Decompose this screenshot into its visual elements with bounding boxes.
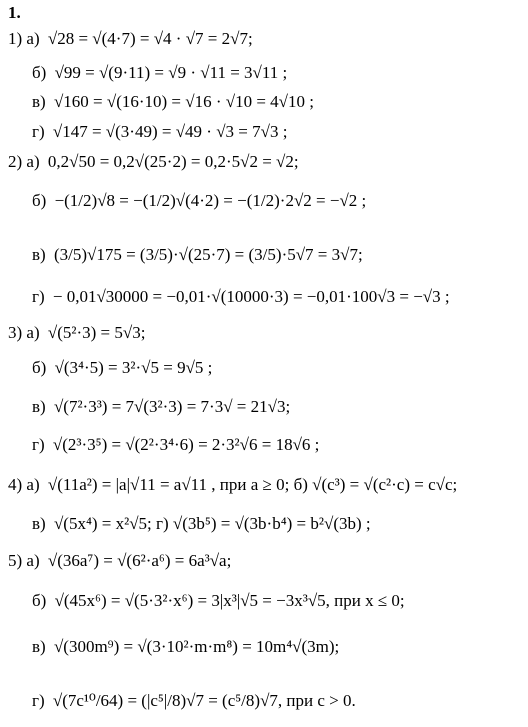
equation: − 0,01√30000 = −0,01·√(10000·3) = −0,01·100√3 = −√3 ; [52, 287, 450, 306]
item-label: б) [32, 191, 47, 210]
equation: √(2³·3⁵) = √(2²·3⁴·6) = 2·3²√6 = 18√6 ; [52, 435, 320, 454]
group-2-line-a [8, 151, 299, 173]
equation: √(3⁴·5) = 3²·√5 = 9√5 ; [54, 358, 213, 377]
item-label: б) [32, 358, 47, 377]
item-label: а) [26, 475, 40, 494]
group-1-line-c [32, 91, 314, 113]
group-4-line-a [8, 474, 457, 496]
equation: √(7c¹⁰/64) = (|c⁵|/8)√7 = (c⁵/8)√7, при c > 0. [52, 691, 356, 710]
group-number: 1) [8, 29, 23, 48]
equation: 0,2√50 = 0,2√(25·2) = 0,2·5√2 = √2; [47, 152, 299, 171]
group-5-line-d [32, 690, 356, 712]
group-number: 4) [8, 475, 23, 494]
group-5-line-a [8, 550, 231, 572]
item-label: б) [32, 63, 47, 82]
group-4-line-b [32, 513, 371, 535]
equation: √(5x⁴) = x²√5; г) √(3b⁵) = √(3b·b⁴) = b²√(3b) ; [53, 514, 371, 533]
equation: √(11a²) = |a|√11 = a√11 , при a ≥ 0; б) √(c³) = √(c²·c) = c√c; [47, 475, 458, 494]
item-label: г) [32, 122, 45, 141]
item-label: а) [26, 323, 40, 342]
equation: √(7²·3³) = 7√(3²·3) = 7·3√ = 21√3; [53, 397, 291, 416]
item-label: в) [32, 92, 46, 111]
item-label: в) [32, 397, 46, 416]
group-2-line-b [32, 190, 366, 212]
group-number: 2) [8, 152, 23, 171]
group-1-line-b [32, 62, 287, 84]
group-1-line-a [8, 28, 253, 50]
item-label: в) [32, 245, 46, 264]
equation: √99 = √(9·11) = √9 · √11 = 3√11 ; [54, 63, 288, 82]
group-2-line-c [32, 244, 363, 266]
group-3-line-a [8, 322, 145, 344]
item-label: б) [32, 591, 47, 610]
item-label: в) [32, 514, 46, 533]
item-label: а) [26, 551, 40, 570]
group-number: 5) [8, 551, 23, 570]
item-label: г) [32, 691, 45, 710]
equation: √(5²·3) = 5√3; [47, 323, 146, 342]
group-3-line-b [32, 357, 212, 379]
equation: √(36a⁷) = √(6²·a⁶) = 6a³√a; [47, 551, 232, 570]
group-3-line-d [32, 434, 319, 456]
equation: √(300m⁹) = √(3·10²·m·m⁸) = 10m⁴√(3m); [53, 637, 340, 656]
equation: √28 = √(4·7) = √4 · √7 = 2√7; [47, 29, 253, 48]
item-label: в) [32, 637, 46, 656]
equation: (3/5)√175 = (3/5)·√(25·7) = (3/5)·5√7 = 3√7; [53, 245, 363, 264]
group-5-line-c [32, 636, 339, 658]
equation: √147 = √(3·49) = √49 · √3 = 7√3 ; [52, 122, 288, 141]
exercise-number: 1. [8, 3, 21, 22]
group-5-line-b [32, 590, 405, 612]
item-label: а) [26, 29, 40, 48]
item-label: г) [32, 287, 45, 306]
group-3-line-c [32, 396, 290, 418]
item-label: а) [26, 152, 40, 171]
item-label: г) [32, 435, 45, 454]
group-2-line-d [32, 286, 450, 308]
equation: −(1/2)√8 = −(1/2)√(4·2) = −(1/2)·2√2 = −√2 ; [54, 191, 367, 210]
group-number: 3) [8, 323, 23, 342]
group-1-line-d [32, 121, 287, 143]
equation: √(45x⁶) = √(5·3²·x⁶) = 3|x³|√5 = −3x³√5, при x ≤ 0; [54, 591, 405, 610]
equation: √160 = √(16·10) = √16 · √10 = 4√10 ; [53, 92, 314, 111]
